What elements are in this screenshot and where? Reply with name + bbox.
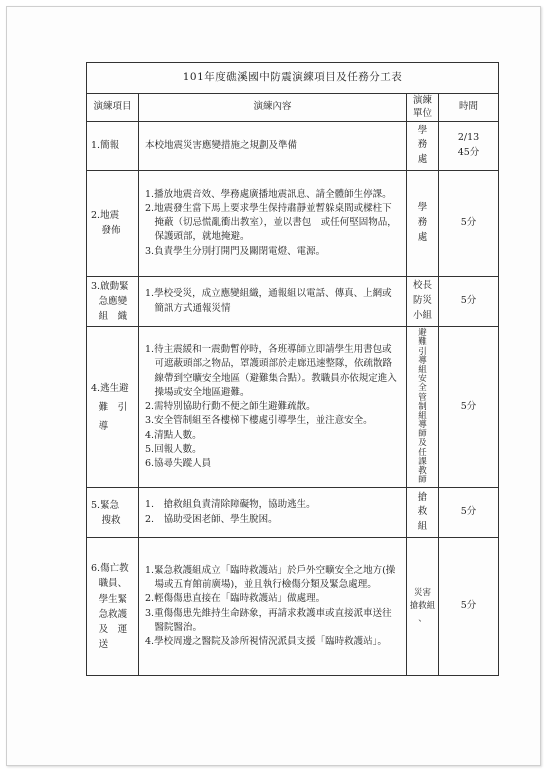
item-line: 急應變 [98,295,128,307]
table-row [87,170,499,276]
content-list-item: 2.輕傷傷患直接在「臨時救護站」做處理。 [145,593,326,605]
content-cell [139,327,407,488]
unit-cell [407,276,439,327]
table-title: 101年度礁溪國中防震演練項目及任務分工表 [87,63,499,94]
table-row [87,276,499,327]
time-cell [439,170,499,276]
unit-line: 組 [418,410,427,421]
unit-line: 安 [418,374,427,385]
content-list-item: 4.清點人數。 [145,429,202,441]
unit-cell [407,170,439,276]
header-row [87,94,499,122]
unit-line: 導 [418,355,427,366]
title-row [87,63,499,94]
content-list-item: 3.重傷傷患先維持生命跡象，再請求救護車或直接派車送往醫院醫治。 [145,607,392,633]
item-line: 3.啟動緊 [91,280,129,292]
unit-line: 災害 [413,587,431,598]
time-line: 5分 [460,600,477,612]
content-list-item: 1. 搶救組負責清除障礙物，協助逃生。 [145,499,316,511]
table-row [87,538,499,676]
content-cell [139,121,407,170]
time-line: 5分 [460,295,477,307]
unit-line: 導 [418,420,427,431]
unit-line: 務 [417,139,428,151]
time-line: 45分 [457,146,480,158]
time-cell [439,327,499,488]
content-list-item: 2.需特別協助行動不便之師生避難疏散。 [145,401,316,413]
unit-line: 防災 [412,295,432,307]
time-line: 2/13 [457,131,480,143]
unit-line: 、 [418,614,427,625]
unit-cell [407,121,439,170]
content-list-item: 4.學校周邊之醫院及診所視情況派員支援「臨時救護站」。 [145,636,387,648]
content-list-item: 1.緊急救護組成立「臨時救護站」於戶外空曠安全之地方(操場或五育館前廣場)，並且執行檢傷分類及緊急處理。 [145,564,396,591]
item-line: 送 [98,639,109,651]
item-cell [87,538,139,676]
unit-line: 師 [418,475,427,486]
item-line: 6.傷亡教 [91,563,129,575]
header-unit-line: 單位 [412,108,432,120]
content-list-item: 3.負責學生分別打開門及關閉電燈、電源。 [145,245,326,257]
item-line: 5.緊急 [91,499,120,511]
unit-line: 務 [417,216,428,228]
unit-line: 校長 [412,280,432,292]
unit-line: 任 [418,447,427,458]
unit-line: 制 [418,401,427,412]
item-line: 導 [98,420,109,432]
unit-line: 全 [418,383,427,394]
content-list-item: 2.地震發生當下馬上要求學生保持肅靜並暫躲桌間或樑柱下掩蔽（切忌慌亂衝出教室），並以書包 或任何堅固物品，保護頭部，就地掩避。 [145,202,397,243]
header-content: 演練內容 [139,94,407,122]
unit-line: 小組 [412,309,432,321]
time-cell [439,276,499,327]
header-unit [407,94,439,122]
item-cell [87,488,139,538]
content-list-item: 1.學校受災，成立應變組織，通報組以電話、傳真、上網或簡訊方式通報災情 [145,288,392,314]
content-cell [139,276,407,327]
header-time: 時間 [439,94,499,122]
unit-line: 管 [418,392,427,403]
unit-line: 處 [417,154,428,166]
item-cell [87,327,139,488]
item-line: 1.簡報 [91,140,120,152]
unit-line: 避 [418,328,427,339]
header-item: 演練項目 [87,94,139,122]
item-cell [87,276,139,327]
item-cell [87,170,139,276]
time-line: 5分 [460,506,477,518]
content-cell [139,488,407,538]
time-cell [439,121,499,170]
unit-line: 教 [418,465,427,476]
unit-line: 引 [418,346,427,357]
item-line: 組 織 [98,311,128,323]
unit-line: 救 [417,506,428,518]
item-line: 2.地震 [91,210,120,222]
unit-line: 課 [418,456,427,467]
unit-line: 學 [417,202,428,214]
item-line: 搜救 [101,514,121,526]
drill-schedule-table [86,62,499,676]
item-line: 急救護 [98,608,128,620]
content-list-item: 1.播放地震音效、學務處廣播地震訊息、請全體師生停課。 [145,188,392,200]
unit-line: 難 [418,337,427,348]
item-line: 及 運 [98,623,128,635]
time-line: 5分 [460,216,477,228]
item-line: 難 引 [98,401,128,413]
content-line: 本校地震災害應變措施之規劃及準備 [145,139,298,151]
unit-cell [407,327,439,488]
time-line: 5分 [460,400,477,412]
unit-cell [407,538,439,676]
unit-line: 搶 [417,491,428,503]
unit-line: 搶救組 [409,601,436,612]
item-line: 4.逃生避 [91,382,129,394]
unit-line: 處 [417,231,428,243]
table-row [87,121,499,170]
item-line: 發佈 [101,225,121,237]
content-list-item: 2. 協助受困老師、學生脫困。 [145,513,278,525]
unit-line: 學 [417,124,428,136]
item-line: 學生緊 [98,593,128,605]
time-cell [439,538,499,676]
time-cell [439,488,499,538]
unit-line: 及 [418,438,427,449]
header-unit-line: 演練 [412,95,432,106]
table-row [87,488,499,538]
content-cell [139,170,407,276]
item-line: 職員、 [98,578,128,590]
content-list-item: 6.協尋失蹤人員 [145,458,212,470]
unit-line: 組 [417,521,428,533]
content-list-item: 3.安全管制組至各樓梯下樓處引導學生，並注意安全。 [145,415,373,427]
unit-cell [407,488,439,538]
unit-line: 師 [418,429,427,440]
table-row [87,327,499,488]
content-list-item: 1.待主震緩和一震動暫停時，各班導師立即請學生用書包或可遮蔽頭部之物品，罩護頭部於走廊迅速整隊，依疏散路線帶到空曠安全地區（避難集合點）。教職員亦依規定進入操場或安全地區避難。 [145,344,397,398]
content-list-item: 5.回報人數。 [145,443,202,455]
content-cell [139,538,407,676]
unit-line: 組 [418,365,427,375]
item-cell [87,121,139,170]
